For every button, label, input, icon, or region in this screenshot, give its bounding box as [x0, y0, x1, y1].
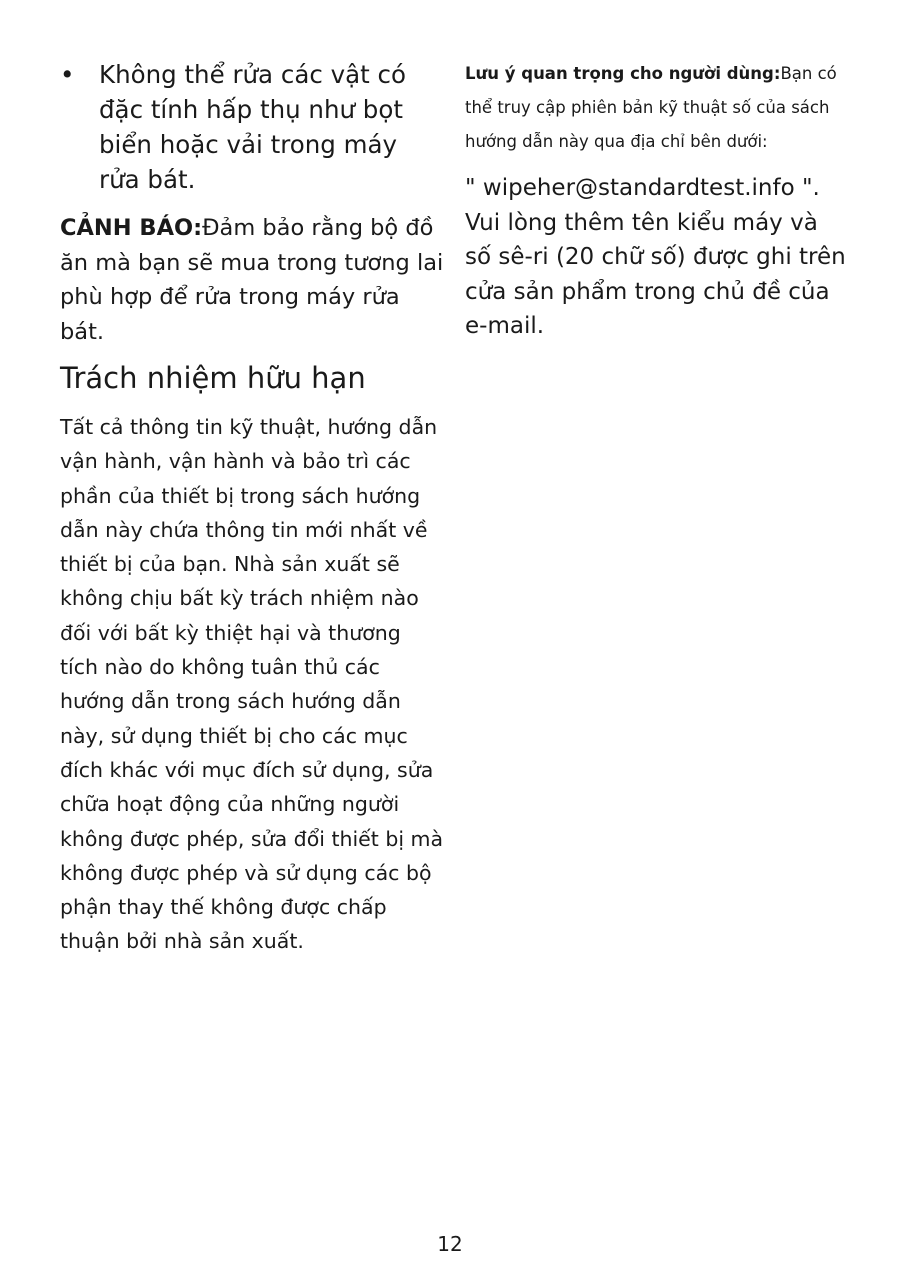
left-column: [60, 57, 444, 959]
warning-label: CẢNH BÁO:: [60, 215, 203, 241]
note-text: Bạn có thể truy cập phiên bản kỹ thuật số của sách hướng dẫn này qua địa chỉ bên dưới:: [465, 64, 837, 151]
section-heading: Trách nhiệm hữu hạn: [60, 361, 366, 395]
bullet-marker: •: [60, 60, 75, 89]
note-paragraph: [465, 57, 850, 159]
warning-paragraph: [60, 211, 444, 349]
section-body: Tất cả thông tin kỹ thuật, hướng dẫn vận hành, vận hành và bảo trì các phần của thiết bị trong sách hướng dẫn này chứa thông tin mới nhất về thiết bị của bạn. Nhà sản xuất sẽ không chịu bất kỳ trách nhiệm nào đối với bất kỳ thiệt hại và thương tích nào do không tuân thủ các hướng dẫn trong sách hướng dẫn này, sử dụng thiết bị cho các mục đích khác với mục đích sử dụng, sửa chữa hoạt động của những người không được phép, sửa đổi thiết bị mà không được phép và sử dụng các bộ phận thay thế không được chấp thuận bởi nhà sản xuất.: [60, 415, 444, 954]
contact-paragraph: " wipeher@standardtest.info ". Vui lòng thêm tên kiểu máy và số sê-ri (20 chữ số) được ghi trên cửa sản phẩm trong chủ đề của e-mail.: [465, 175, 846, 339]
bullet-item: [60, 57, 444, 197]
note-label: Lưu ý quan trọng cho người dùng:: [465, 64, 781, 83]
warning-text: Đảm bảo rằng bộ đồ ăn mà bạn sẽ mua trong tương lai phù hợp để rửa trong máy rửa bát.: [60, 215, 444, 345]
bullet-text: Không thể rửa các vật có đặc tính hấp thụ như bọt biển hoặc vải trong máy rửa bát.: [99, 60, 406, 194]
right-column: [465, 57, 850, 344]
page-number: 12: [437, 1232, 463, 1256]
